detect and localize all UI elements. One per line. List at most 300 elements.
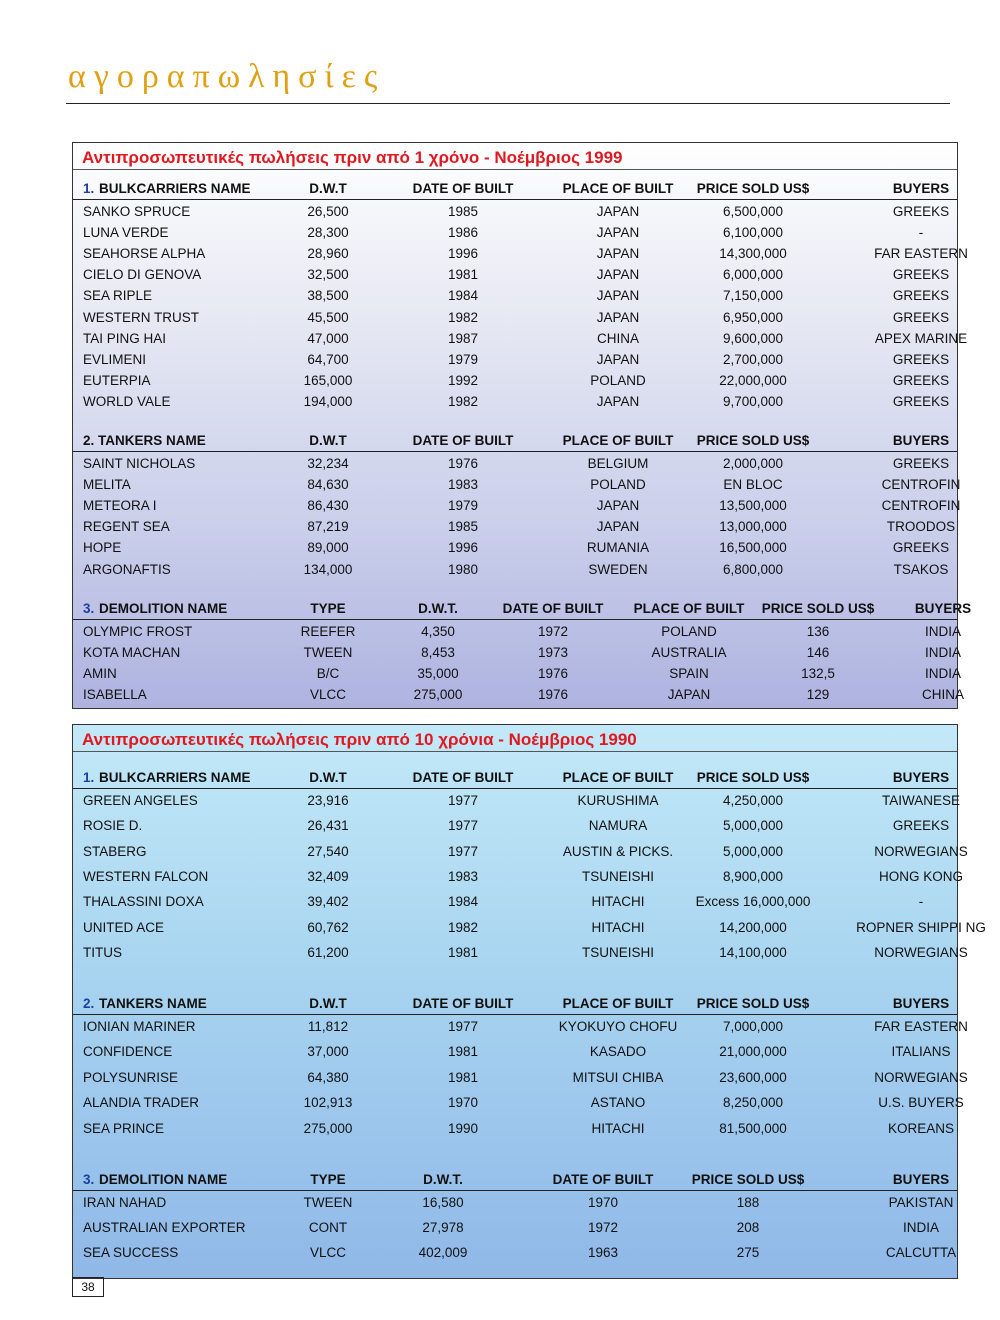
cell-buyers: INDIA	[924, 666, 962, 682]
cell-type: REEFER	[300, 624, 356, 639]
cell-buyers: GREEKS	[892, 288, 950, 304]
cell-place: AUSTIN & PICKS.	[562, 843, 674, 859]
cell-buyers: CENTROFIN	[881, 498, 961, 514]
cell-price: 275	[736, 1245, 760, 1261]
cell-dwt: 32,409	[307, 868, 349, 884]
cell-name: ARGONAFTIS	[83, 561, 171, 577]
cell-buyers: GREEKS	[892, 818, 950, 834]
header-built: DATE OF BUILT	[412, 770, 514, 785]
cell-built: 1972	[537, 624, 569, 639]
header-price: PRICE SOLD US$	[696, 996, 810, 1011]
header-built: DATE OF BUILT	[412, 996, 514, 1011]
cell-dwt: 27,540	[307, 843, 349, 859]
cell-price: 23,600,000	[719, 1069, 787, 1085]
table-row	[73, 516, 957, 537]
cell-built: 1984	[447, 894, 479, 910]
table-row	[73, 328, 968, 349]
cell-buyers: GREEKS	[892, 456, 950, 471]
cell-built: 1982	[447, 919, 479, 935]
cell-price: 208	[736, 1220, 760, 1236]
header-dwt: D.W.T	[309, 181, 347, 196]
heading-divider	[73, 751, 957, 752]
cell-built: 1981	[447, 944, 479, 960]
cell-built: 1996	[447, 540, 479, 556]
cell-dwt: 64,700	[307, 351, 349, 367]
cell-built: 1976	[537, 666, 569, 682]
cell-built: 1987	[447, 330, 479, 346]
table-row	[73, 663, 962, 684]
table-header-row	[73, 178, 957, 200]
table-row	[73, 201, 957, 222]
cell-buyers: INDIA	[902, 1220, 940, 1236]
cell-name: GREEN ANGELES	[83, 793, 198, 808]
cell-built: 1977	[447, 818, 479, 834]
cell-built: 1977	[447, 1019, 479, 1034]
cell-dwt: 194,000	[303, 393, 353, 409]
cell-name: METEORA I	[83, 498, 157, 514]
table-header-row	[73, 598, 972, 620]
cell-dwt: 32,500	[307, 267, 349, 283]
sales-table-1999	[72, 142, 972, 709]
header-buyers: BUYERS	[892, 770, 950, 785]
cell-name: EVLIMENI	[83, 351, 147, 367]
cell-dwt: 45,500	[307, 309, 349, 325]
cell-place: SWEDEN	[588, 561, 648, 577]
cell-name: EUTERPIA	[83, 372, 151, 388]
cell-place: JAPAN	[667, 687, 711, 703]
header-type: TYPE	[310, 601, 346, 616]
cell-place: JAPAN	[596, 309, 640, 325]
section-number: 2.	[83, 996, 95, 1011]
cell-type: TWEEN	[303, 645, 353, 661]
header-place: PLACE OF BUILT	[562, 996, 674, 1011]
table-row	[73, 1242, 957, 1263]
cell-built: 1992	[447, 372, 479, 388]
cell-dwt: 60,762	[307, 919, 349, 935]
cell-price: Excess 16,000,000	[695, 894, 811, 910]
cell-place: JAPAN	[596, 288, 640, 304]
header-name: TANKERS NAME	[99, 996, 207, 1011]
cell-price: 6,100,000	[722, 225, 784, 241]
cell-place: TSUNEISHI	[581, 944, 655, 960]
header-dwt: D.W.T.	[423, 1172, 463, 1187]
cell-name: LUNA VERDE	[83, 225, 169, 241]
table-row	[73, 1217, 957, 1238]
cell-dwt: 38,500	[307, 288, 349, 304]
table-row	[73, 474, 961, 495]
cell-place: CHINA	[596, 330, 640, 346]
cell-dwt: 4,350	[421, 624, 455, 639]
cell-name: CIELO DI GENOVA	[83, 267, 202, 283]
header-built: DATE OF BUILT	[502, 601, 604, 616]
cell-dwt: 61,200	[307, 944, 349, 960]
cell-price: 8,900,000	[722, 868, 784, 884]
cell-type: VLCC	[309, 687, 347, 703]
cell-built: 1979	[447, 498, 479, 514]
header-buyers: BUYERS	[892, 433, 950, 448]
header-place: PLACE OF BUILT	[562, 433, 674, 448]
cell-place: JAPAN	[596, 519, 640, 535]
section-number: 1.	[83, 770, 95, 785]
header-place: PLACE OF BUILT	[562, 181, 674, 196]
cell-dwt: 37,000	[307, 1044, 349, 1060]
cell-price: 21,000,000	[719, 1044, 787, 1060]
cell-price: 2,700,000	[722, 351, 784, 367]
header-buyers: BUYERS	[892, 181, 950, 196]
cell-dwt: 23,916	[307, 793, 349, 808]
cell-name: SEA PRINCE	[83, 1120, 165, 1136]
cell-buyers: INDIA	[924, 645, 962, 661]
header-buyers: BUYERS	[892, 1172, 950, 1187]
table-header-row	[73, 993, 957, 1015]
table-row	[73, 621, 962, 642]
cell-built: 1982	[447, 393, 479, 409]
table-row	[73, 495, 961, 516]
cell-dwt: 32,234	[307, 456, 349, 471]
title-divider	[66, 103, 950, 104]
cell-type: TWEEN	[303, 1195, 353, 1210]
table-row	[73, 866, 964, 887]
cell-dwt: 275,000	[413, 687, 463, 703]
cell-built: 1973	[537, 645, 569, 661]
header-price: PRICE SOLD US$	[691, 1172, 805, 1187]
table-row	[73, 684, 965, 705]
table-row	[73, 349, 957, 370]
header-name: 2. TANKERS NAME	[83, 433, 206, 448]
header-built: DATE OF BUILT	[412, 181, 514, 196]
cell-built: 1985	[447, 204, 479, 219]
cell-built: 1980	[447, 561, 479, 577]
cell-built: 1981	[447, 1044, 479, 1060]
cell-place: MITSUI CHIBA	[572, 1069, 664, 1085]
cell-buyers: CENTROFIN	[881, 477, 961, 493]
cell-built: 1985	[447, 519, 479, 535]
cell-buyers: NORWEGIANS	[874, 944, 968, 960]
header-buyers: BUYERS	[914, 601, 972, 616]
cell-price: 9,700,000	[722, 393, 784, 409]
cell-buyers: APEX MARINE	[874, 330, 968, 346]
cell-dwt: 39,402	[307, 894, 349, 910]
cell-buyers: PAKISTAN	[888, 1195, 954, 1210]
cell-dwt: 102,913	[303, 1095, 353, 1111]
cell-dwt: 26,500	[307, 204, 349, 219]
cell-place: JAPAN	[596, 498, 640, 514]
table-row	[73, 841, 968, 862]
table-row	[73, 1118, 957, 1139]
table-row	[73, 285, 957, 306]
cell-name: TAI PING HAI	[83, 330, 167, 346]
cell-built: 1977	[447, 793, 479, 808]
cell-name: WESTERN FALCON	[83, 868, 209, 884]
sales-table-1990	[72, 724, 986, 1279]
cell-place: POLAND	[590, 477, 646, 493]
cell-price: 16,500,000	[719, 540, 787, 556]
header-dwt: D.W.T	[309, 770, 347, 785]
cell-buyers: TSAKOS	[893, 561, 949, 577]
cell-buyers: U.S. BUYERS	[878, 1095, 964, 1111]
cell-price: 5,000,000	[722, 818, 784, 834]
cell-built: 1970	[587, 1195, 619, 1210]
cell-buyers: GREEKS	[892, 540, 950, 556]
cell-price: 13,500,000	[719, 498, 787, 514]
cell-name: AMIN	[83, 666, 117, 682]
header-price: PRICE SOLD US$	[761, 601, 875, 616]
cell-price: 13,000,000	[719, 519, 787, 535]
cell-price: 129	[806, 687, 830, 703]
cell-buyers: HONG KONG	[878, 868, 964, 884]
cell-name: STABERG	[83, 843, 147, 859]
cell-name: IONIAN MARINER	[83, 1019, 196, 1034]
cell-place: POLAND	[590, 372, 646, 388]
cell-name: ALANDIA TRADER	[83, 1095, 200, 1111]
table-row	[73, 917, 986, 938]
cell-price: 5,000,000	[722, 843, 784, 859]
cell-price: 2,000,000	[722, 456, 784, 471]
cell-dwt: 165,000	[303, 372, 353, 388]
cell-price: 6,500,000	[722, 204, 784, 219]
cell-type: CONT	[308, 1220, 348, 1236]
cell-type: B/C	[316, 666, 340, 682]
cell-dwt: 16,580	[422, 1195, 464, 1210]
cell-type: VLCC	[309, 1245, 347, 1261]
heading-divider	[73, 169, 957, 170]
cell-built: 1981	[447, 1069, 479, 1085]
table-row	[73, 537, 957, 558]
cell-place: RUMANIA	[586, 540, 650, 556]
cell-place: POLAND	[661, 624, 717, 639]
cell-place: JAPAN	[596, 393, 640, 409]
header-place: PLACE OF BUILT	[562, 770, 674, 785]
header-buyers: BUYERS	[892, 996, 950, 1011]
cell-name: ISABELLA	[83, 687, 147, 703]
table-header-row	[73, 767, 957, 789]
cell-name: UNITED ACE	[83, 919, 165, 935]
cell-name: CONFIDENCE	[83, 1044, 173, 1060]
cell-dwt: 402,009	[418, 1245, 468, 1261]
cell-buyers: GREEKS	[892, 309, 950, 325]
cell-buyers: GREEKS	[892, 267, 950, 283]
cell-place: ASTANO	[590, 1095, 646, 1111]
cell-buyers: -	[918, 894, 924, 910]
cell-place: BELGIUM	[587, 456, 649, 471]
cell-built: 1986	[447, 225, 479, 241]
cell-dwt: 35,000	[417, 666, 459, 682]
cell-buyers: TROODOS	[886, 519, 956, 535]
cell-price: 14,200,000	[719, 919, 787, 935]
table-row	[73, 1016, 968, 1037]
cell-price: 6,800,000	[722, 561, 784, 577]
cell-price: 81,500,000	[719, 1120, 787, 1136]
cell-built: 1963	[587, 1245, 619, 1261]
cell-built: 1983	[447, 477, 479, 493]
cell-place: KURUSHIMA	[577, 793, 659, 808]
cell-price: 4,250,000	[722, 793, 784, 808]
header-name: BULKCARRIERS NAME	[99, 770, 251, 785]
section-number: 1.	[83, 181, 95, 196]
page-number: 38	[72, 1277, 104, 1297]
cell-dwt: 64,380	[307, 1069, 349, 1085]
cell-dwt: 89,000	[307, 540, 349, 556]
table-row	[73, 815, 957, 836]
table-row	[73, 790, 961, 811]
cell-price: 6,950,000	[722, 309, 784, 325]
header-name: DEMOLITION NAME	[99, 601, 228, 616]
cell-price: 8,250,000	[722, 1095, 784, 1111]
cell-name: IRAN NAHAD	[83, 1195, 167, 1210]
cell-dwt: 134,000	[303, 561, 353, 577]
cell-built: 1996	[447, 246, 479, 262]
cell-buyers: TAIWANESE	[881, 793, 961, 808]
table-row	[73, 453, 957, 474]
cell-buyers: INDIA	[924, 624, 962, 639]
section-heading-1999: Αντιπροσωπευτικές πωλήσεις πριν από 1 χρόνο - Νοέμβριος 1999	[82, 148, 623, 167]
cell-price: 6,000,000	[722, 267, 784, 283]
cell-dwt: 84,630	[307, 477, 349, 493]
cell-built: 1981	[447, 267, 479, 283]
cell-name: TITUS	[83, 944, 122, 960]
cell-price: 132,5	[801, 666, 835, 682]
cell-dwt: 275,000	[303, 1120, 353, 1136]
page-title: αγοραπωλησίες	[68, 58, 386, 95]
header-price: PRICE SOLD US$	[696, 433, 810, 448]
cell-dwt: 86,430	[307, 498, 349, 514]
cell-place: HITACHI	[591, 894, 645, 910]
cell-buyers: -	[918, 225, 924, 241]
cell-buyers: GREEKS	[892, 372, 950, 388]
section-number: 3.	[83, 1172, 95, 1187]
cell-place: HITACHI	[591, 1120, 645, 1136]
cell-name: HOPE	[83, 540, 122, 556]
table-header-row	[73, 1169, 957, 1191]
cell-place: JAPAN	[596, 351, 640, 367]
cell-place: JAPAN	[596, 267, 640, 283]
cell-name: KOTA MACHAN	[83, 645, 181, 661]
cell-buyers: CHINA	[921, 687, 965, 703]
header-built: DATE OF BUILT	[412, 433, 514, 448]
header-built: DATE OF BUILT	[552, 1172, 654, 1187]
cell-buyers: FAR EASTERN	[874, 246, 968, 262]
header-dwt: D.W.T	[309, 433, 347, 448]
cell-price: 7,000,000	[722, 1019, 784, 1034]
header-dwt: D.W.T.	[418, 601, 458, 616]
header-dwt: D.W.T	[309, 996, 347, 1011]
cell-name: REGENT SEA	[83, 519, 170, 535]
table-row	[73, 642, 962, 663]
cell-buyers: CALCUTTA	[885, 1245, 957, 1261]
table-row	[73, 559, 957, 580]
cell-name: SANKO SPRUCE	[83, 204, 191, 219]
table-row	[73, 891, 957, 912]
cell-built: 1982	[447, 309, 479, 325]
cell-name: SEA RIPLE	[83, 288, 153, 304]
table-row	[73, 1041, 957, 1062]
cell-buyers: GREEKS	[892, 393, 950, 409]
cell-built: 1970	[447, 1095, 479, 1111]
cell-price: 188	[736, 1195, 760, 1210]
cell-buyers: ITALIANS	[891, 1044, 951, 1060]
table-row	[73, 1192, 957, 1213]
cell-price: 9,600,000	[722, 330, 784, 346]
cell-buyers: GREEKS	[892, 204, 950, 219]
cell-name: WORLD VALE	[83, 393, 171, 409]
header-name: BULKCARRIERS NAME	[99, 181, 251, 196]
cell-name: SEA SUCCESS	[83, 1245, 179, 1261]
cell-place: SPAIN	[669, 666, 709, 682]
cell-name: POLYSUNRISE	[83, 1069, 179, 1085]
cell-built: 1983	[447, 868, 479, 884]
cell-buyers: KOREANS	[887, 1120, 955, 1136]
cell-name: WESTERN TRUST	[83, 309, 200, 325]
section-number: 3.	[83, 601, 95, 616]
cell-place: JAPAN	[596, 225, 640, 241]
cell-built: 1984	[447, 288, 479, 304]
cell-price: 14,300,000	[719, 246, 787, 262]
cell-dwt: 26,431	[307, 818, 349, 834]
cell-buyers: NORWEGIANS	[874, 1069, 968, 1085]
cell-dwt: 87,219	[307, 519, 349, 535]
cell-built: 1977	[447, 843, 479, 859]
cell-dwt: 27,978	[422, 1220, 464, 1236]
header-place: PLACE OF BUILT	[633, 601, 745, 616]
table-row	[73, 942, 968, 963]
cell-price: 22,000,000	[719, 372, 787, 388]
table-row	[73, 1092, 964, 1113]
cell-name: MELITA	[83, 477, 131, 493]
cell-place: JAPAN	[596, 204, 640, 219]
header-price: PRICE SOLD US$	[696, 181, 810, 196]
cell-place: TSUNEISHI	[581, 868, 655, 884]
cell-name: SEAHORSE ALPHA	[83, 246, 206, 262]
cell-price: 146	[806, 645, 830, 661]
cell-dwt: 28,300	[307, 225, 349, 241]
cell-place: KASADO	[589, 1044, 647, 1060]
table-row	[73, 264, 957, 285]
cell-dwt: 8,453	[421, 645, 455, 661]
cell-price: EN BLOC	[723, 477, 783, 493]
cell-dwt: 11,812	[307, 1019, 349, 1034]
cell-name: OLYMPIC FROST	[83, 624, 193, 639]
table-header-row	[73, 430, 957, 452]
cell-buyers: GREEKS	[892, 351, 950, 367]
cell-name: AUSTRALIAN EXPORTER	[83, 1220, 246, 1236]
cell-buyers: ROPNER SHIPPI NG	[856, 919, 986, 935]
cell-price: 136	[806, 624, 830, 639]
cell-place: NAMURA	[588, 818, 648, 834]
table-row	[73, 243, 968, 264]
cell-place: AUSTRALIA	[651, 645, 727, 661]
cell-built: 1976	[447, 456, 479, 471]
cell-place: JAPAN	[596, 246, 640, 262]
cell-buyers: NORWEGIANS	[874, 843, 968, 859]
cell-name: ROSIE D.	[83, 818, 143, 834]
header-price: PRICE SOLD US$	[696, 770, 810, 785]
cell-dwt: 47,000	[307, 330, 349, 346]
cell-price: 7,150,000	[722, 288, 784, 304]
cell-price: 14,100,000	[719, 944, 787, 960]
table-row	[73, 370, 957, 391]
cell-name: SAINT NICHOLAS	[83, 456, 196, 471]
table-row	[73, 1067, 968, 1088]
header-name: DEMOLITION NAME	[99, 1172, 228, 1187]
cell-built: 1972	[587, 1220, 619, 1236]
cell-buyers: FAR EASTERN	[874, 1019, 968, 1034]
cell-built: 1976	[537, 687, 569, 703]
cell-dwt: 28,960	[307, 246, 349, 262]
cell-built: 1979	[447, 351, 479, 367]
header-type: TYPE	[310, 1172, 346, 1187]
table-row	[73, 307, 957, 328]
cell-place: KYOKUYO CHOFU	[558, 1019, 678, 1034]
